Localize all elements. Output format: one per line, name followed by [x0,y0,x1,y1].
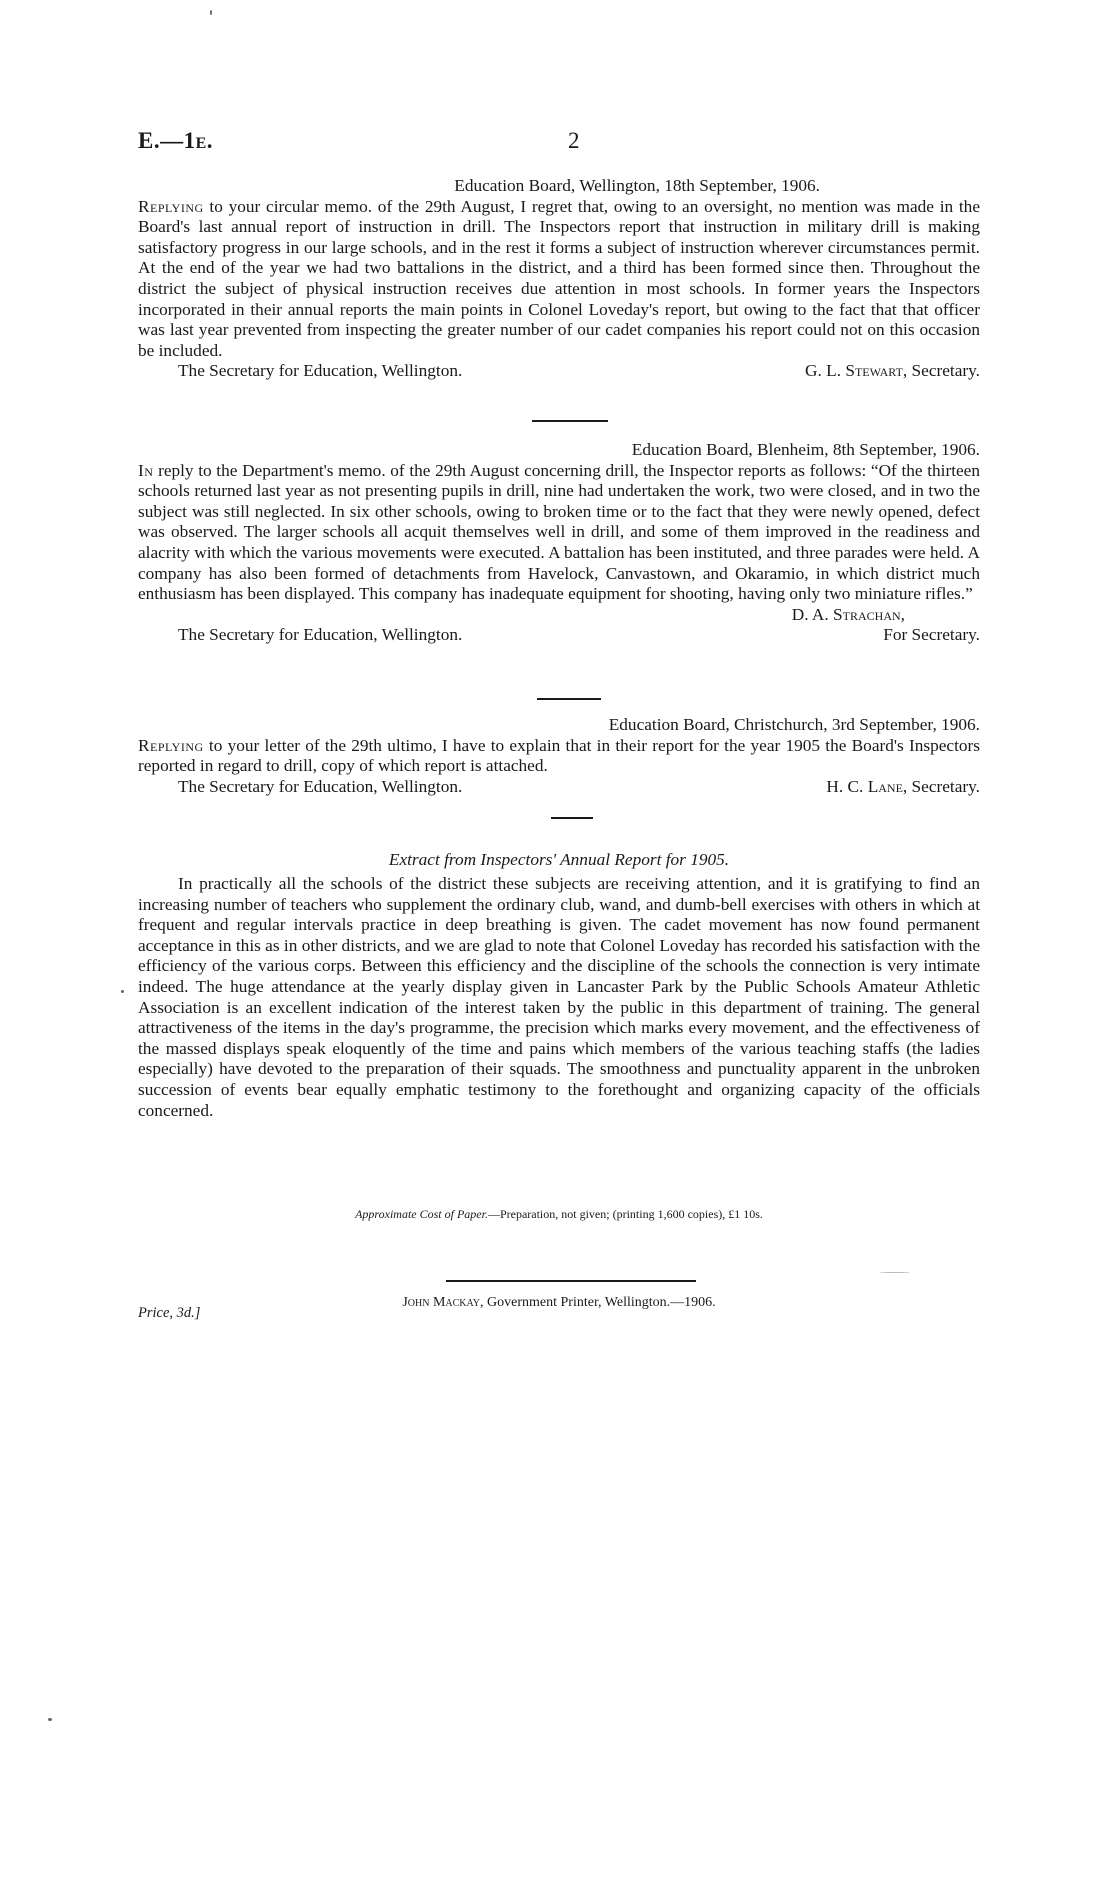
letter-signature-row [138,625,980,646]
letter-opening-word: In [138,460,154,480]
signatory-surname: Strachan [833,604,901,624]
section-divider [551,817,593,819]
letter-body-text: reply to the Department's memo. of the 29th August concerning drill, the Inspector reports as follows: “Of the thirteen schools returned last year as not presenting pupils in drill, nine had undertaken the work, two were closed, and in two the subject was still neglected. In six other schools, owing to broken time or to the fact that they were newly opened, defect was observed. The larger schools all acquit themselves well in drill, and some of them improved in the readiness and alacrity with which the various movements were executed. A battalion has been instituted, and three parades were held. A company has also been formed of detachments from Havelock, Canvastown, and Okaramio, in which district much enthusiasm has been displayed. This company has inadequate equipment for shooting, having only two miniature rifles.” [138,460,980,604]
letter-dateline: Education Board, Christchurch, 3rd September, 1906. [608,715,980,734]
printer-text: , Government Printer, Wellington.—1906. [480,1295,716,1310]
letter-signatory [826,777,980,798]
page-header [138,128,980,158]
price-note: Price, 3d.] [138,1305,201,1321]
signatory-surname: Lane [867,776,903,796]
scan-speck [121,990,124,993]
letter-body-text: to your letter of the 29th ultimo, I have to explain that in their report for the year 1905 the Board's Inspectors reported in regard to drill, copy of which report is attached. [138,735,980,776]
scan-speck [48,1718,52,1721]
letter-opening-word: Replying [138,196,204,216]
section-divider [537,698,601,700]
document-reference-suffix: e [195,128,207,153]
letter-addressee: The Secretary for Education, Wellington. [178,361,463,381]
signatory-initials: H. C. [826,776,868,796]
document-reference [138,128,213,154]
page-number: 2 [568,128,580,153]
letter-christchurch [138,715,980,798]
printer-name: John Mackay [402,1295,481,1310]
letter-body [138,736,980,777]
letter-addressee: The Secretary for Education, Wellington. [178,625,463,645]
letter-signatory [805,361,980,382]
letter-signature-row [138,361,980,382]
letter-body [138,461,980,605]
cost-note-text: —Preparation, not given; (printing 1,600 copies), £1 10s. [487,1207,763,1221]
extract-title: Extract from Inspectors' Annual Report for 1905. [388,850,730,869]
scan-speck [210,10,212,15]
footer-divider [446,1280,696,1282]
letter-opening-word: Replying [138,735,204,755]
letter-signature-row [138,777,980,798]
letter-dateline: Education Board, Blenheim, 8th September, 1906. [631,440,980,459]
printer-imprint [138,1295,980,1311]
signatory-initials: D. A. [791,604,834,624]
letter-blenheim [138,440,980,646]
document-reference-end: . [206,128,214,153]
signatory-title: For Secretary. [883,625,980,645]
letter-dateline: Education Board, Wellington, 18th September, 1906. [454,176,820,195]
section-divider [532,420,608,422]
letter-body-text: to your circular memo. of the 29th August, I regret that, owing to an oversight, no mention was made in the Board's last annual report of instruction in drill. The Inspectors report that instruction in military drill is making satisfactory progress in our large schools, and in the rest it forms a subject of instruction wherever circumstances permit. At the end of the year we had two battalions in the district, and a third has been formed since then. Throughout the district the subject of physical instruction receives due attention in most schools. In former years the Inspectors incorporated in their annual reports the main points in Colonel Loveday's report, but owing to the fact that that officer was last year prevented from inspecting the greater number of our cadet companies his report could not on this occasion be included. [138,196,980,360]
letter-addressee: The Secretary for Education, Wellington. [178,776,463,796]
signatory-comma: , [900,604,905,624]
cost-note-label: Approximate Cost of Paper. [355,1207,488,1221]
document-reference-prefix: E.—1 [138,128,196,153]
signatory-title: , Secretary. [902,776,980,796]
letter-body [138,197,980,362]
letter-wellington [138,176,980,382]
signatory-title: , Secretary. [902,361,980,381]
signatory-surname: Stewart [845,361,903,381]
signatory-initials: G. L. [805,361,846,381]
extract-body: In practically all the schools of the district these subjects are receiving attention, and it is gratifying to find an increasing number of teachers who supplement the ordinary club, wand, and dumb-bell exercises with others in which at frequent and regular intervals practice in deep breathing is given. The cadet movement has now found permanent acceptance in this as in other districts, and we are glad to note that Colonel Loveday has recorded his satisfaction with the efficiency of the various corps. Between this efficiency and the discipline of the schools the connection is very intimate indeed. The huge attendance at the yearly display given in Lancaster Park by the Public Schools Amateur Athletic Association is an excellent indication of the interest taken by the public in this department of training. The general attractiveness of the items in the day's programme, the precision which marks every movement, and the effectiveness of the massed displays speak eloquently of the time and pains which members of the various teaching staffs (the ladies especially) have devoted to the preparation of their squads. The smoothness and punctuality apparent in the unbroken succession of events bear equally emphatic testimony to the forethought and organizing capacity of the officials concerned. [138,874,980,1120]
scan-speck [880,1272,910,1273]
letter-signatory [138,605,980,626]
cost-note [138,1207,980,1222]
